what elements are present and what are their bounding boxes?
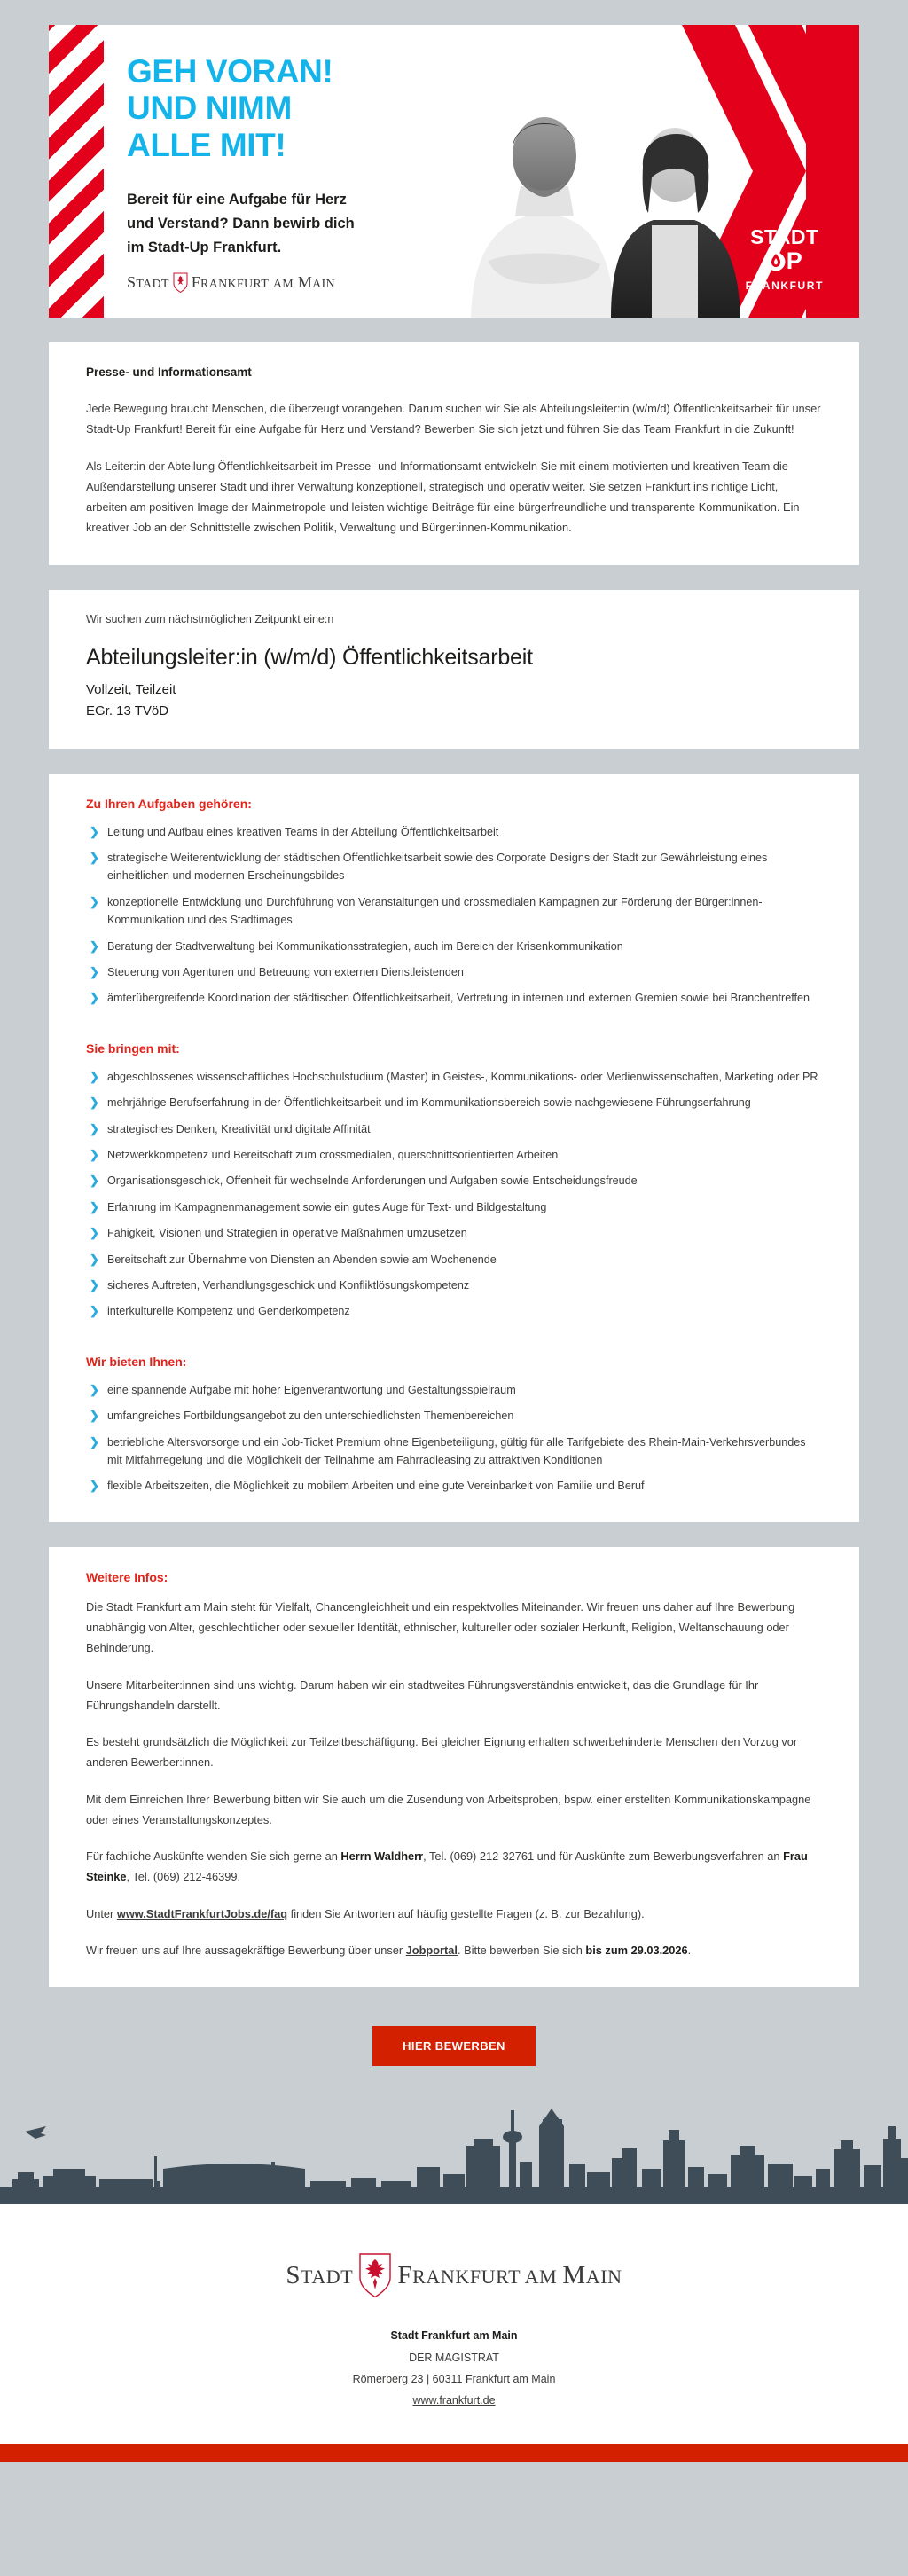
- faq-suffix: finden Sie Antworten auf häufig gestellte Fragen (z. B. zur Bezahlung).: [287, 1906, 645, 1920]
- list-item: ❯ Beratung der Stadtverwaltung bei Kommunikationsstrategien, auch im Bereich der Krisenkommunikation: [88, 938, 822, 955]
- further-info-paragraph-2: Unsere Mitarbeiter:innen sind uns wichtig. Darum haben wir ein stadtweites Führungsverständnis entwickelt, das die Grundlage für Ihr Führungshandeln darstellt.: [86, 1677, 759, 1712]
- list-item: ❯ Organisationsgeschick, Offenheit für wechselnde Anforderungen und Aufgaben sowie Entscheidungsfreude: [88, 1172, 822, 1190]
- footer-org-sub: DER MAGISTRAT: [409, 2351, 499, 2364]
- section-separator: [0, 318, 908, 342]
- list-item: ❯ Netzwerkkompetenz und Bereitschaft zum crossmedialen, querschnittsorientierten Arbeiten: [88, 1146, 822, 1164]
- footer-org-name: Stadt Frankfurt am Main: [390, 2329, 518, 2343]
- stadt-up-frankfurt-logo: STADT P FRANKFURT: [745, 225, 824, 292]
- bottom-spacer: [0, 2462, 908, 2467]
- section-separator: [0, 1522, 908, 1547]
- apply-button[interactable]: HIER BEWERBEN: [372, 2026, 536, 2066]
- banner-headline: GEH VORAN! UND NIMM ALLE MIT!: [127, 53, 333, 163]
- list-item: ❯ eine spannende Aufgabe mit hoher Eigenverantwortung und Gestaltungsspielraum: [88, 1381, 822, 1399]
- apply-middle: . Bitte bewerben Sie sich: [457, 1944, 586, 1958]
- list-item: ❯ flexible Arbeitszeiten, die Möglichkeit zu mobilem Arbeiten und eine gute Vereinbarkeit von Familie und Beruf: [88, 1477, 822, 1495]
- frankfurt-eagle-shield-icon: [173, 272, 188, 293]
- footer-address: Römerberg 23 | 60311 Frankfurt am Main: [352, 2373, 556, 2386]
- offer-list: [88, 1381, 822, 1496]
- list-item: ❯ interkulturelle Kompetenz und Genderkompetenz: [88, 1302, 822, 1320]
- further-info-section: [49, 1547, 859, 1988]
- list-item: ❯ abgeschlossenes wissenschaftliches Hochschulstudium (Master) in Geistes-, Kommunikations- oder Medienwissenschaften, Marketing oder PR: [88, 1068, 822, 1086]
- apply-button-band: [0, 1987, 908, 2105]
- intro-section: [49, 342, 859, 565]
- list-item: ❯ strategische Weiterentwicklung der städtischen Öffentlichkeitsarbeit sowie des Corporate Designs der Stadt zur Gewährleistung eines einheitlichen und modernen Erscheinungsbildes: [88, 849, 822, 885]
- department-name: Presse- und Informationsamt: [86, 365, 252, 379]
- job-title: Abteilungsleiter:in (w/m/d) Öffentlichkeitsarbeit: [86, 644, 533, 670]
- section-separator: [0, 749, 908, 774]
- further-info-paragraph-3: Es besteht grundsätzlich die Möglichkeit zur Teilzeitbeschäftigung. Bei gleicher Eignung erhalten schwerbehinderte Menschen den Vorzug vor anderen Bewerber:innen.: [86, 1735, 798, 1770]
- application-paragraph: [86, 1940, 822, 1960]
- city-wordmark-footer: STADT FRANKFURT AM MAIN: [0, 2252, 908, 2298]
- section-separator: [0, 565, 908, 590]
- position-section: [49, 590, 859, 749]
- job-posting-page: [0, 25, 908, 2467]
- tasks-list: [88, 823, 822, 1008]
- contact-prefix: Für fachliche Auskünfte wenden Sie sich gerne an: [86, 1850, 341, 1864]
- employment-type: Vollzeit, Teilzeit: [86, 681, 176, 697]
- list-item: ❯ Fähigkeit, Visionen und Strategien in operative Maßnahmen umzusetzen: [88, 1224, 822, 1242]
- list-item: ❯ strategisches Denken, Kreativität und digitale Affinität: [88, 1120, 822, 1138]
- apply-prefix: Wir freuen uns auf Ihre aussagekräftige Bewerbung über unser: [86, 1944, 406, 1958]
- contact-suffix: , Tel. (069) 212-46399.: [126, 1870, 241, 1884]
- further-info-paragraph-1: Die Stadt Frankfurt am Main steht für Vielfalt, Chancengleichheit und ein respektvolles Miteinander. Wir freuen uns daher auf Ihre Bewerbung unabhängig von Alter, geschlechtlicher oder sexueller Identität, ethnischer, kultureller oder sozialer Herkunft, Religion, Weltanschauung oder Behinderung.: [86, 1599, 795, 1655]
- offer-heading: Wir bieten Ihnen:: [86, 1354, 187, 1369]
- city-wordmark-banner: STADT FRANKFURT AM MAIN: [127, 273, 335, 291]
- banner-text-block: [127, 53, 499, 259]
- jobportal-link[interactable]: Jobportal: [405, 1944, 458, 1958]
- list-item: ❯ Steuerung von Agenturen und Betreuung von externen Dienstleistenden: [88, 963, 822, 981]
- flame-icon: [766, 250, 786, 273]
- list-item: ❯ Leitung und Aufbau eines kreativen Teams in der Abteilung Öffentlichkeitsarbeit: [88, 823, 822, 841]
- details-section: [49, 774, 859, 1522]
- list-item: ❯ Bereitschaft zur Übernahme von Diensten an Abenden sowie am Wochenende: [88, 1251, 822, 1268]
- faq-prefix: Unter: [86, 1906, 117, 1920]
- requirements-list: [88, 1068, 822, 1321]
- position-pre-title: Wir suchen zum nächstmöglichen Zeitpunkt eine:n: [86, 612, 334, 625]
- contact-paragraph: [86, 1846, 822, 1888]
- intro-paragraph-2: Als Leiter:in der Abteilung Öffentlichkeitsarbeit im Presse- und Informationsamt entwickeln Sie mit einem motivierten und kreativen Team die Außendarstellung unserer Stadt und ihrer Verwaltung konzeptionell, strategisch und operativ weiter. Sie setzen Frankfurt ins richtige Licht, arbeiten am positiven Image der Mainmetropole und leisten wichtige Beiträge für eine bürgerfreundliche und transparente Kommunikation. Ein kreativer Job an der Schnittstelle zwischen Politik, Verwaltung und Bürger:innen-Kommunikation.: [86, 459, 800, 535]
- faq-link[interactable]: www.StadtFrankfurtJobs.de/faq: [116, 1906, 288, 1920]
- further-info-paragraph-4: Mit dem Einreichen Ihrer Bewerbung bitten wir Sie auch um die Zusendung von Arbeitsproben, bspw. einer erstellten Kommunikationskampagne oder eines Veranstaltungskonzeptes.: [86, 1792, 811, 1826]
- list-item: ❯ ämterübergreifende Koordination der städtischen Öffentlichkeitsarbeit, Vertretung in internen und externen Gremien sowie bei Branchentreffen: [88, 989, 822, 1007]
- banner-subheadline: Bereit für eine Aufgabe für Herz und Verstand? Dann bewirb dich im Stadt-Up Frankfurt.: [127, 192, 355, 255]
- list-item: ❯ konzeptionelle Entwicklung und Durchführung von Veranstaltungen und crossmedialen Kampagnen zur Förderung der Bürger:innen-Kommunikation und des Stadtimages: [88, 893, 822, 930]
- list-item: ❯ sicheres Auftreten, Verhandlungsgeschick und Konfliktlösungskompetenz: [88, 1276, 822, 1294]
- requirements-heading: Sie bringen mit:: [86, 1041, 180, 1056]
- contact-name-hr: Frau Steinke: [86, 1850, 808, 1884]
- page-footer: [0, 2204, 908, 2444]
- red-diagonal-stripes-decoration: [49, 25, 104, 318]
- application-deadline: bis zum 29.03.2026: [585, 1944, 688, 1958]
- team-photo: [462, 51, 755, 318]
- footer-website-link[interactable]: www.frankfurt.de: [412, 2394, 496, 2407]
- tasks-heading: Zu Ihren Aufgaben gehören:: [86, 796, 252, 811]
- list-item: ❯ Erfahrung im Kampagnenmanagement sowie ein gutes Auge für Text- und Bildgestaltung: [88, 1198, 822, 1216]
- bottom-red-bar: [0, 2444, 908, 2462]
- apply-end: .: [687, 1944, 692, 1958]
- list-item: ❯ umfangreiches Fortbildungsangebot zu den unterschiedlichsten Themenbereichen: [88, 1407, 822, 1425]
- frankfurt-eagle-shield-icon: [358, 2252, 392, 2298]
- hero-banner: [49, 25, 859, 318]
- frankfurt-skyline-illustration: [0, 2105, 908, 2204]
- pay-grade: EGr. 13 TVöD: [86, 703, 169, 719]
- list-item: ❯ betriebliche Altersvorsorge und ein Job-Ticket Premium ohne Eigenbeteiligung, gültig für alle Tarifgebiete des Rhein-Main-Verkehrsverbundes mit Mitfahrregelung und die Möglichkeit der Teilnahme am Fahrradleasing zu attraktiven Konditionen: [88, 1433, 822, 1470]
- contact-name-technical: Herrn Waldherr: [340, 1850, 424, 1864]
- intro-paragraph-1: Jede Bewegung braucht Menschen, die überzeugt vorangehen. Darum suchen wir Sie als Abteilungsleiter:in (w/m/d) Öffentlichkeitsarbeit für unser Stadt-Up Frankfurt! Bereit für eine Aufgabe für Herz und Verstand? Bewerben Sie sich jetzt und führen Sie das Team Frankfurt in die Zukunft!: [86, 402, 821, 436]
- list-item: ❯ mehrjährige Berufserfahrung in der Öffentlichkeitsarbeit und im Kommunikationsbereich sowie nachgewiesene Führungserfahrung: [88, 1094, 822, 1111]
- further-info-heading: Weitere Infos:: [86, 1569, 168, 1584]
- contact-middle: , Tel. (069) 212-32761 und für Auskünfte zum Bewerbungsverfahren an: [423, 1850, 784, 1864]
- faq-paragraph: [86, 1904, 822, 1924]
